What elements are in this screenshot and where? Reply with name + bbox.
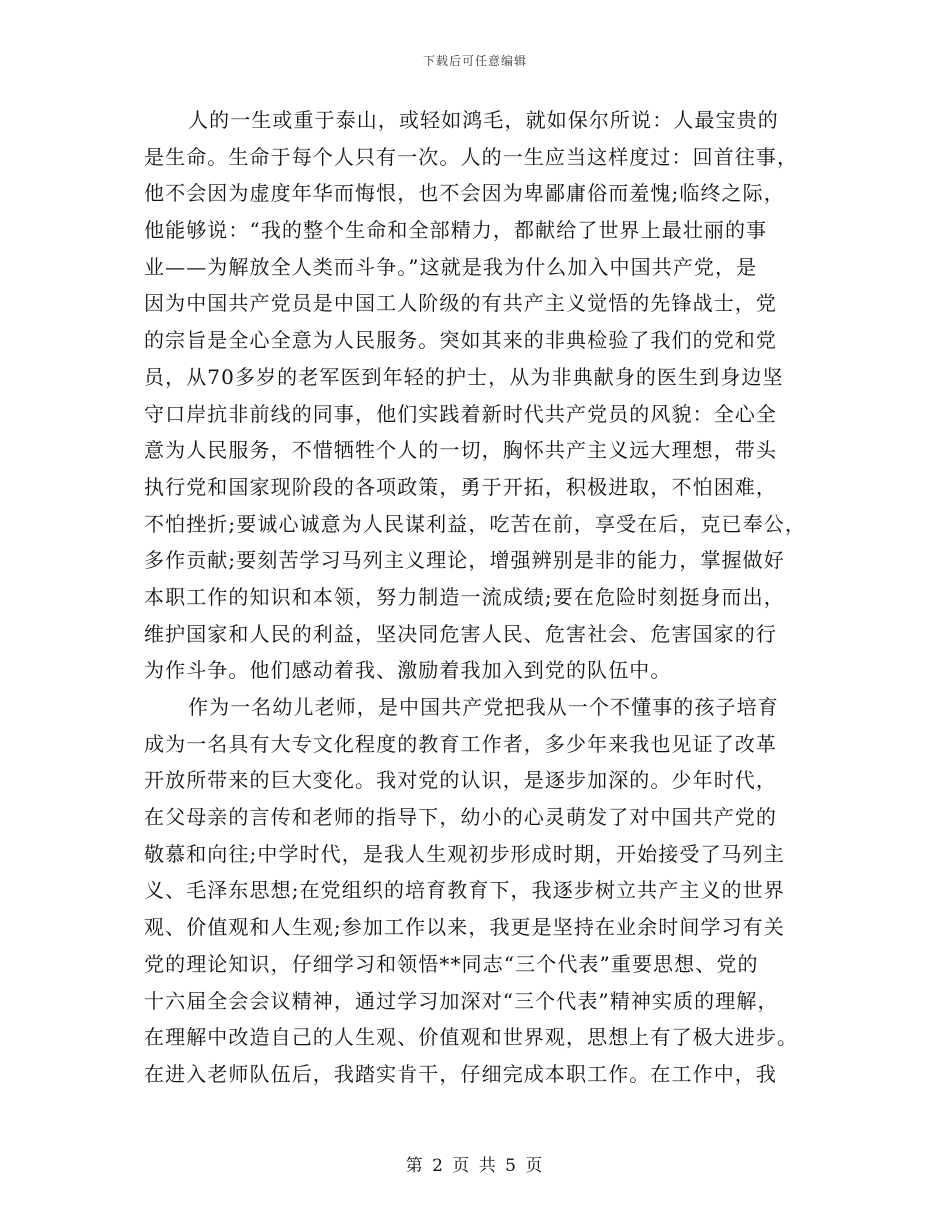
paragraph-line: 敬慕和向往;中学时代，是我人生观初步形成时期，开始接受了马列主	[144, 841, 785, 866]
paragraph-line: 多作贡献;要刻苦学习马列主义理论，增强辨别是非的能力，掌握做好	[144, 548, 785, 573]
paragraph-line: 员，从70多岁的老军医到年轻的护士，从为非典献身的医生到身边坚	[144, 364, 784, 389]
paragraph-line: 作为一名幼儿老师，是中国共产党把我从一个不懂事的孩子培育	[188, 695, 779, 719]
page-number-footer: 第 2 页 共 5 页	[405, 1156, 545, 1176]
paragraph-line: 意为人民服务，不惜牺牲个人的一切，胸怀共产主义远大理想，带头	[144, 438, 777, 463]
paragraph-line: 开放所带来的巨大变化。我对党的认识，是逐步加深的。少年时代，	[144, 768, 777, 793]
paragraph-line: 观、价值观和人生观;参加工作以来，我更是坚持在业余时间学习有关	[144, 915, 785, 940]
paragraph-line: 成为一名具有大专文化程度的教育工作者，多少年来我也见证了改革	[144, 731, 777, 756]
page-header: 下载后可任意编辑	[422, 54, 527, 68]
paragraph-line: 执行党和国家现阶段的各项政策，勇于开拓，积极进取，不怕困难，	[144, 474, 777, 499]
paragraph-line: 为作斗争。他们感动着我、激励着我加入到党的队伍中。	[144, 658, 672, 683]
paragraph-line: 党的理论知识，仔细学习和领悟**同志“三个代表”重要思想、党的	[144, 951, 759, 976]
paragraph-line: 在进入老师队伍后，我踏实肯干，仔细完成本职工作。在工作中，我	[144, 1061, 777, 1086]
paragraph-line: 维护国家和人民的利益，坚决同危害人民、危害社会、危害国家的行	[144, 621, 777, 646]
paragraph-line: 守口岸抗非前线的同事，他们实践着新时代共产党员的风貌：全心全	[144, 401, 777, 426]
paragraph-line: 因为中国共产党员是中国工人阶级的有共产主义觉悟的先锋战士，党	[144, 291, 777, 316]
paragraph-line: 业——为解放全人类而斗争。”这就是我为什么加入中国共产党，是	[144, 254, 758, 279]
paragraph-line: 义、毛泽东思想;在党组织的培育教育下，我逐步树立共产主义的世界	[144, 878, 785, 903]
paragraph-line: 人的一生或重于泰山，或轻如鸿毛，就如保尔所说：人最宝贵的	[188, 108, 779, 132]
paragraph-line: 在理解中改造自己的人生观、价值观和世界观，思想上有了极大进步。	[144, 1025, 799, 1050]
paragraph-line: 在父母亲的言传和老师的指导下，幼小的心灵萌发了对中国共产党的	[144, 805, 777, 830]
paragraph-line: 不怕挫折;要诚心诚意为人民谋利益，吃苦在前，享受在后，克已奉公，	[144, 511, 806, 536]
paragraph-line: 十六届全会会议精神，通过学习加深对“三个代表”精神实质的理解，	[144, 988, 779, 1013]
document-body	[144, 102, 812, 1093]
paragraph-line: 他不会因为虚度年华而悔恨，也不会因为卑鄙庸俗而羞愧;临终之际，	[144, 181, 785, 206]
paragraph-line: 的宗旨是全心全意为人民服务。突如其来的非典检验了我们的党和党	[144, 328, 777, 353]
paragraph-line: 他能够说：“我的整个生命和全部精力，都献给了世界上最壮丽的事	[144, 218, 768, 243]
paragraph-line: 本职工作的知识和本领，努力制造一流成绩;要在危险时刻挺身而出，	[144, 584, 785, 609]
paragraph-line: 是生命。生命于每个人只有一次。人的一生应当这样度过：回首往事，	[144, 144, 799, 169]
